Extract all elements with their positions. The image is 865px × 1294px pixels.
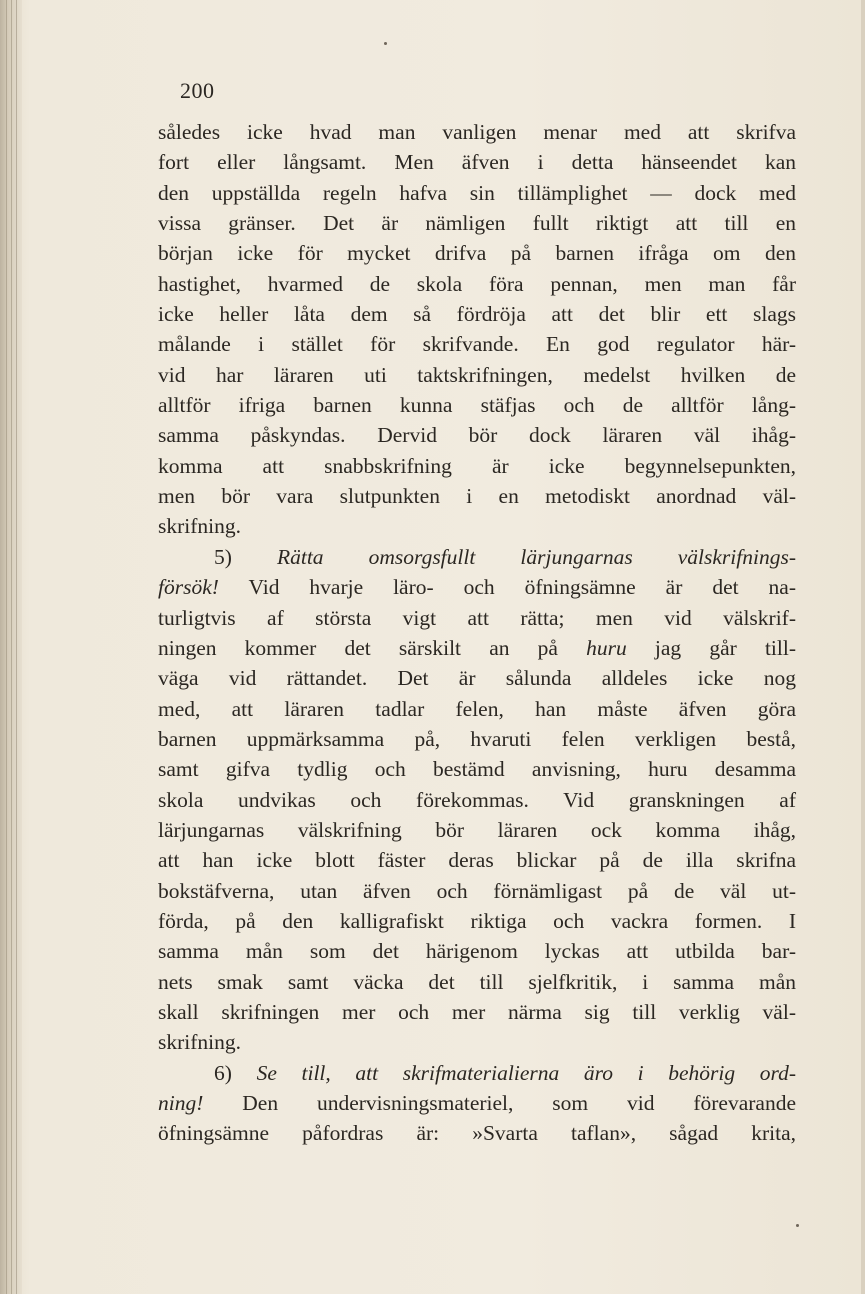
text-line: början icke för mycket drifva på barnen ifråga om den	[158, 241, 796, 266]
text-line: den uppställda regeln hafva sin tillämplighet — dock med	[158, 180, 796, 205]
italic-heading: ning!	[158, 1091, 204, 1115]
list-item-6-heading	[158, 1058, 796, 1088]
italic-heading: Rätta omsorgsfullt lärjungarnas välskrifnings-	[276, 544, 796, 569]
text-line: ning! Den undervisningsmateriel, som vid förevarande	[158, 1091, 796, 1115]
text-line: bokstäfverna, utan äfven och förnämligast på de väl ut-	[158, 878, 796, 903]
text-line: komma att snabbskrifning är icke begynnelsepunkten,	[158, 453, 796, 478]
italic-word: huru	[586, 635, 627, 660]
text-line: lärjungarnas välskrifning bör läraren ock komma ihåg,	[158, 817, 796, 842]
binding-edge-line	[6, 0, 7, 1294]
text-line: barnen uppmärksamma på, hvaruti felen verkligen bestå,	[158, 726, 796, 751]
text-line: samma påskyndas. Dervid bör dock läraren väl ihåg-	[158, 423, 796, 448]
paper-speck	[796, 1224, 799, 1227]
list-number: 5)	[214, 544, 277, 569]
text-line: nets smak samt väcka det till sjelfkritik, i samma mån	[158, 969, 796, 994]
text-line: ningen kommer det särskilt an på huru jag går till-	[158, 635, 796, 660]
binding-edge-line	[16, 0, 17, 1294]
page-number: 200	[180, 78, 215, 103]
italic-heading: försök!	[158, 575, 219, 600]
list-number: 6)	[214, 1060, 257, 1085]
text-line: turligtvis af största vigt att rätta; men vid välskrif-	[158, 605, 796, 630]
text-line: öfningsämne påfordras är: »Svarta taflan», sågad krita,	[158, 1121, 796, 1146]
text-line: väga vid rättandet. Det är sålunda alldeles icke nog	[158, 666, 796, 691]
text-line: således icke hvad man vanligen menar med att skrifva	[158, 120, 796, 144]
text-line: hastighet, hvarmed de skola föra pennan, men man får	[158, 271, 796, 296]
text-line: men bör vara slutpunkten i en metodiskt anordnad väl-	[158, 484, 796, 509]
text-line: förda, på den kalligrafiskt riktiga och vackra formen. I	[158, 908, 796, 933]
text-line: fort eller långsamt. Men äfven i detta hänseendet kan	[158, 150, 796, 175]
text-line: skola undvikas och förekommas. Vid granskningen af	[158, 787, 796, 812]
text-line: att han icke blott fäster deras blickar på de illa skrifna	[158, 848, 796, 873]
text-line: skrifning.	[158, 514, 242, 539]
text-line: skrifning.	[158, 1030, 242, 1055]
text-line: vissa gränser. Det är nämligen fullt riktigt att till en	[158, 211, 796, 236]
text-line: vid har läraren uti taktskrifningen, medelst hvilken de	[158, 362, 796, 387]
italic-heading: Se till, att skrifmaterialierna äro i behörig ord-	[256, 1060, 796, 1085]
text-line: alltför ifriga barnen kunna stäfjas och de alltför lång-	[158, 393, 796, 418]
text-line: skall skrifningen mer och mer närma sig till verklig väl-	[158, 999, 796, 1024]
text-line: med, att läraren tadlar felen, han måste äfven göra	[158, 696, 796, 721]
list-item-5-heading	[158, 542, 796, 572]
body-text	[158, 117, 796, 1149]
page-right-edge	[861, 0, 865, 1294]
text-line: icke heller låta dem så fördröja att det blir ett slags	[158, 302, 796, 327]
paper-speck	[384, 42, 387, 45]
text-line: försök! Vid hvarje läro- och öfningsämne är det na-	[158, 575, 796, 600]
text-line: målande i stället för skrifvande. En god regulator här-	[158, 332, 796, 357]
text-line: samma mån som det härigenom lyckas att utbilda bar-	[158, 939, 796, 964]
binding-edge-line	[11, 0, 12, 1294]
text-line: samt gifva tydlig och bestämd anvisning, huru desamma	[158, 757, 796, 782]
